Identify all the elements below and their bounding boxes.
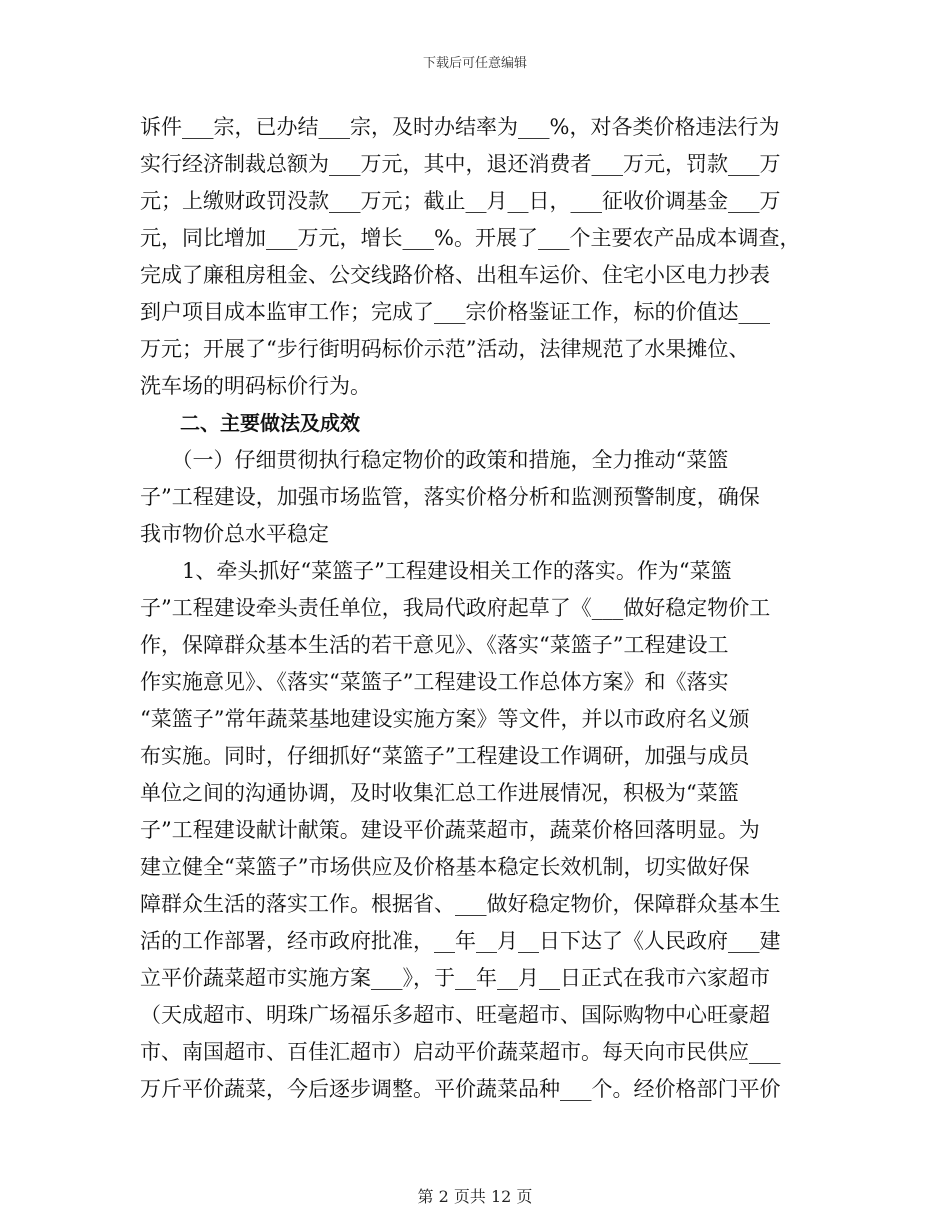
body-line: 诉件___宗，已办结___宗，及时办结率为___%，对各类价格违法行为 (140, 115, 780, 139)
body-line: 立平价蔬菜超市实施方案___》，于__年__月__日正式在我市六家超市 (140, 966, 770, 990)
body-line: 元，同比增加___万元，增长___%。开展了___个主要农产品成本调查， (140, 226, 800, 250)
body-line: 作，保障群众基本生活的若干意见》、《落实“菜篮子”工程建设工 (140, 633, 729, 657)
body-line: 建立健全“菜篮子”市场供应及价格基本稳定长效机制，切实做好保 (140, 855, 750, 879)
body-line: 单位之间的沟通协调，及时收集汇总工作进展情况，积极为“菜篮 (140, 781, 739, 805)
document-body (140, 109, 800, 1108)
body-line: 实行经济制裁总额为___万元，其中，退还消费者___万元，罚款___万 (140, 152, 781, 176)
body-line: 我市物价总水平稳定 (140, 522, 329, 546)
body-line: 到户项目成本监审工作；完成了___宗价格鉴证工作，标的价值达___ (140, 300, 770, 324)
body-line: 元；上缴财政罚没款___万元；截止__月__日，___征收价调基金___万 (140, 189, 781, 213)
section-heading: 二、主要做法及成效 (140, 411, 360, 435)
body-line: 活的工作部署，经市政府批准，__年__月__日下达了《人民政府___建 (140, 929, 781, 953)
body-line: （天成超市、明珠广场福乐多超市、旺毫超市、国际购物中心旺豪超 (140, 1003, 770, 1027)
body-line: （一）仔细贯彻执行稳定物价的政策和措施，全力推动“菜篮 (140, 448, 729, 472)
body-line: 障群众生活的落实工作。根据省、___做好稳定物价，保障群众基本生 (140, 892, 781, 916)
body-line: 完成了廉租房租金、公交线路价格、出租车运价、住宅小区电力抄表 (140, 263, 770, 287)
page-header: 下载后可任意编辑 (422, 56, 527, 71)
body-line: 万斤平价蔬菜，今后逐步调整。平价蔬菜品种___个。经价格部门平价 (140, 1077, 781, 1101)
body-line: 万元；开展了“步行街明码标价示范”活动，法律规范了水果摊位、 (140, 337, 750, 361)
body-line: 作实施意见》、《落实“菜篮子”工程建设工作总体方案》和《落实 (140, 670, 729, 694)
page-footer: 第 2 页共 12 页 (417, 1187, 533, 1206)
body-line: “菜篮子”常年蔬菜基地建设实施方案》等文件，并以市政府名义颁 (140, 707, 750, 731)
body-line: 子”工程建设献计献策。建设平价蔬菜超市，蔬菜价格回落明显。为 (140, 818, 760, 842)
body-line: 市、南国超市、百佳汇超市）启动平价蔬菜超市。每天向市民供应___ (140, 1040, 781, 1064)
body-line: 子”工程建设，加强市场监管，落实价格分析和监测预警制度，确保 (140, 485, 760, 509)
body-line: 布实施。同时，仔细抓好“菜篮子”工程建设工作调研，加强与成员 (140, 744, 750, 768)
body-line: 子”工程建设牵头责任单位，我局代政府起草了《___做好稳定物价工 (140, 596, 771, 620)
body-line: 1、牵头抓好“菜篮子”工程建设相关工作的落实。作为“菜篮 (140, 559, 732, 583)
body-line: 洗车场的明码标价行为。 (140, 374, 371, 398)
